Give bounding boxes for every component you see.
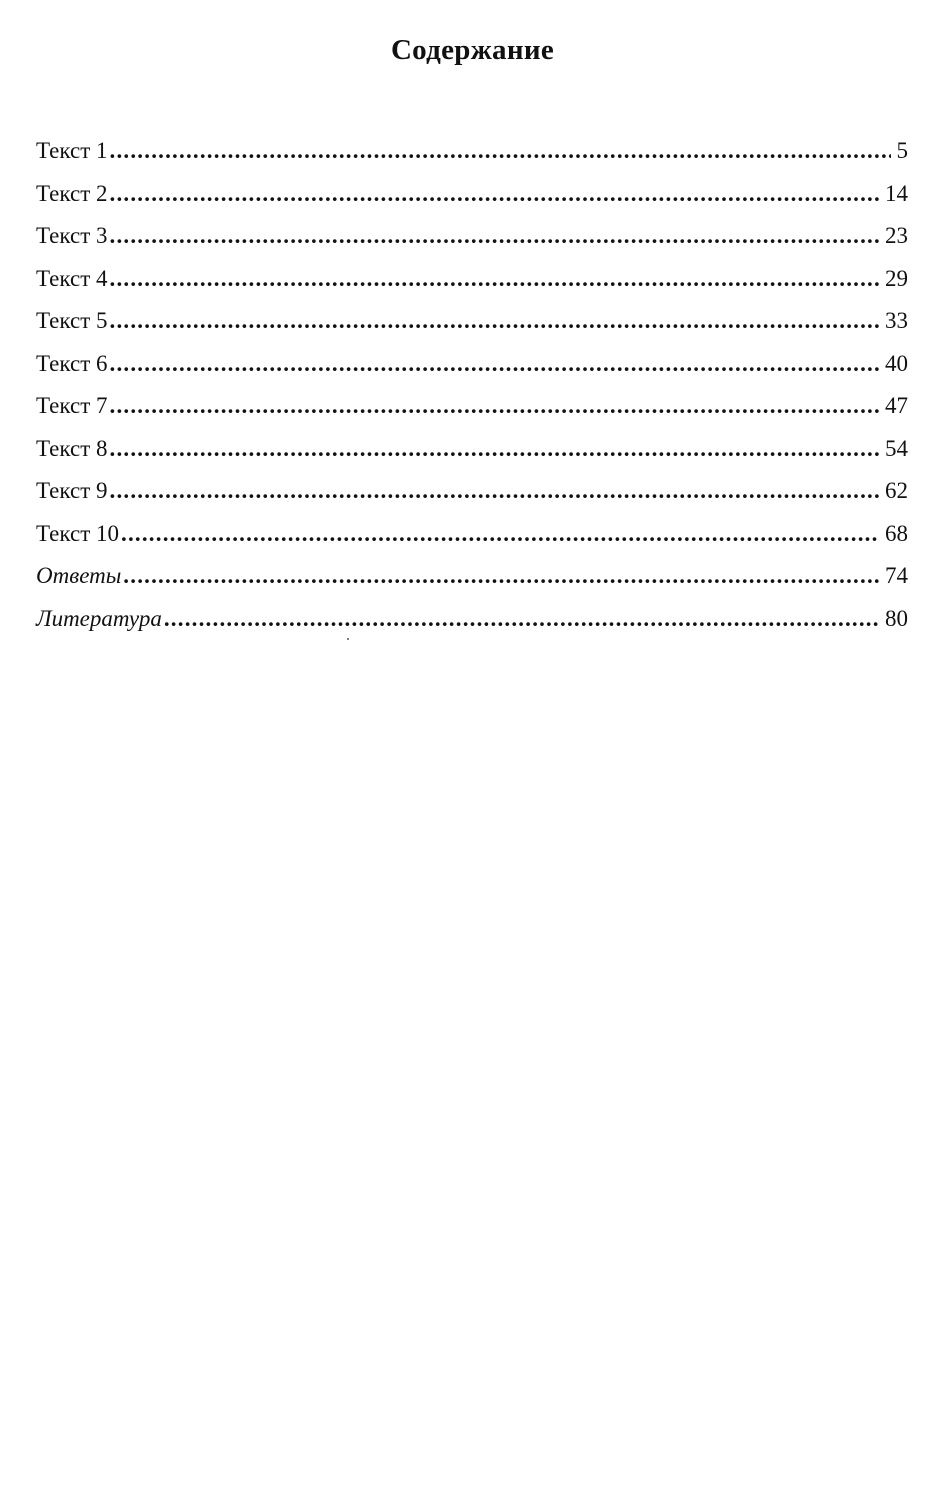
toc-entry-page: 33 (885, 308, 908, 333)
toc-leader-dots (110, 173, 880, 216)
toc-entry-label: Текст 6 (36, 350, 108, 376)
toc-entry-label: Литература (36, 605, 162, 631)
toc-entry-page: 74 (885, 563, 908, 588)
toc-entry (36, 343, 908, 386)
toc-entry (36, 173, 908, 216)
toc-entry (36, 470, 908, 513)
toc-entry-page: 54 (885, 435, 908, 461)
toc-leader-dots (110, 385, 880, 428)
toc-entry-label: Ответы (36, 563, 122, 588)
toc-entry (36, 598, 908, 641)
toc-entry-page: 14 (885, 180, 908, 206)
toc-leader-dots (110, 428, 880, 471)
toc-entry-label: Текст 5 (36, 308, 108, 333)
toc-leader-dots (110, 300, 880, 343)
toc-entry-label: Текст 8 (36, 435, 108, 461)
toc-entry (36, 385, 908, 428)
toc-entry (36, 555, 908, 598)
toc-entry-label: Текст 9 (36, 478, 108, 503)
toc-entry (36, 428, 908, 471)
toc-leader-dots (110, 215, 880, 258)
toc-entry (36, 130, 908, 173)
toc-entry-page: 5 (896, 138, 908, 163)
toc-leader-dots (110, 470, 880, 513)
toc-leader-dots (121, 513, 879, 556)
toc-leader-dots (110, 343, 880, 386)
table-of-contents (36, 130, 908, 640)
toc-entry (36, 258, 908, 301)
toc-entry-page: 62 (885, 478, 908, 503)
toc-leader-dots (110, 130, 891, 173)
toc-entry-page: 40 (885, 350, 908, 376)
toc-leader-dots (110, 258, 880, 301)
page-title: Содержание (390, 34, 555, 66)
toc-entry-page: 23 (885, 223, 908, 248)
toc-entry-label: Текст 10 (36, 520, 119, 546)
toc-leader-dots (123, 555, 879, 598)
toc-entry-page: 68 (885, 520, 908, 546)
toc-entry-page: 29 (885, 265, 908, 291)
toc-leader-dots (164, 598, 879, 641)
toc-entry-label: Текст 7 (36, 393, 108, 418)
toc-entry-label: Текст 1 (36, 138, 108, 163)
toc-entry (36, 513, 908, 556)
toc-entry-page: 47 (885, 393, 908, 418)
scan-speck (347, 638, 349, 640)
toc-entry-label: Текст 3 (36, 223, 108, 248)
toc-entry (36, 215, 908, 258)
toc-entry-page: 80 (885, 605, 908, 631)
toc-entry (36, 300, 908, 343)
toc-entry-label: Текст 4 (36, 265, 108, 291)
toc-entry-label: Текст 2 (36, 180, 108, 206)
